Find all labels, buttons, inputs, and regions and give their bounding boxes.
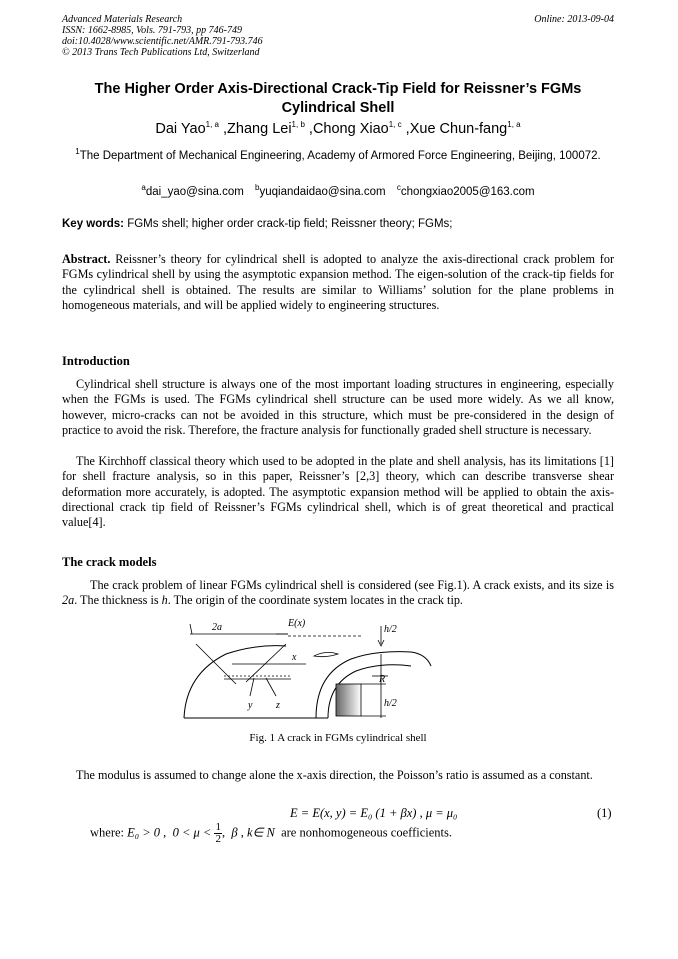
condition-e0: E₀ > 0 , [127, 825, 167, 840]
abstract-label: Abstract. [62, 252, 111, 266]
intro-paragraph-2: The Kirchhoff classical theory which used to be adopted in the plate and shell analysis, has its limitations [1] for shell fracture analysis, so in this paper, Reissner’s [2,3] theory, which can describe transverse shear deformation more accurately, is adopted. The asymptotic expansion method will be applied to obtain the axis-directional crack tip field of Reissner’s FGMs cylindrical shell, which is of great theoretical and practical value[4]. [62, 454, 614, 530]
section-heading-introduction: Introduction [62, 354, 130, 368]
journal-header [62, 14, 614, 58]
label-h2-bottom: h/2 [384, 698, 397, 709]
paper-title: The Higher Order Axis-Directional Crack-Tip Field for Reissner’s FGMs Cylindrical Shell [94, 81, 582, 116]
author-list: Dai Yao$^{1, a}$ ,Zhang Lei$^{1, b}$ ,Chong Xiao$^{1, c}$ ,Xue Chun-fang$^{1, a}$ [155, 120, 521, 137]
author-sup: 1, a [205, 120, 219, 130]
author-name: Chong Xiao [312, 121, 389, 137]
affiliation-text: The Department of Mechanical Engineering, Academy of Armored Force Engineering, Beijing, 100072. [79, 150, 601, 162]
where-clause: where: E₀ > 0 , 0 < μ < $\frac{1}{2}$ , β , k∈ N are nonhomogeneous coefficients. [90, 821, 452, 845]
email-sup: b [255, 183, 260, 193]
keywords [62, 218, 614, 230]
fraction-numerator: 1 [215, 821, 221, 833]
shell-cap [314, 652, 338, 656]
email-sup: c [396, 183, 401, 193]
shell-outer-edge [316, 652, 431, 718]
condition-mu: 0 < μ < [172, 825, 212, 840]
abstract [62, 252, 614, 313]
section-heading-crack-models: The crack models [62, 555, 157, 569]
label-ex: E(x) [288, 618, 306, 629]
shell-outline [184, 646, 286, 718]
dimension-tick [190, 624, 192, 634]
z-axis-line [266, 678, 276, 696]
author-sup: 1, b [291, 120, 305, 130]
affiliation [62, 149, 614, 164]
keywords-text: FGMs shell; higher order crack-tip field; Reissner theory; FGMs; [127, 218, 453, 230]
intro-paragraph-1: Cylindrical shell structure is always one of the most important loading structures in engineering, especially when the FGMs is used. The FGMs cylindrical shell structure can be used more widely. As we all know, however, micro-cracks can not be avoided in this structure, which must be pre-considered in the design of practice to avoid the risk. Therefore, the fracture analysis for functionally graded shell structure is necessary. [62, 377, 614, 437]
crack-models-paragraph [62, 578, 614, 609]
crack-text-b: . The thickness is [74, 593, 159, 608]
label-r: R [379, 674, 386, 685]
email-sup: a [141, 183, 146, 193]
author-name: Zhang Lei [227, 121, 292, 137]
email-link[interactable]: dai_yao@sina.com [145, 186, 244, 198]
author-sup: 1, a [507, 120, 521, 130]
copyright-line: © 2013 Trans Tech Publications Ltd, Switzerland [62, 47, 260, 58]
label-z: z [276, 700, 280, 711]
email-link[interactable]: chongxiao2005@163.com [400, 186, 535, 198]
where-text: are nonhomogeneous coefficients. [281, 825, 452, 840]
email-list [62, 183, 614, 198]
condition-beta-k: β , k∈ N [231, 825, 275, 840]
abstract-text: Reissner’s theory for cylindrical shell is adopted to analyze the axis-directional crack problem for FGMs cylindrical shell by using the asymptotic expansion method. The eigen-solution of the crack-tip fields for the cylindrical shell is obtained. The results are similar to Williams’ solution for the plane problems in homogeneous materials, and will be applied widely to engineering structures. [62, 252, 615, 312]
gradient-section [336, 684, 361, 716]
fraction-half [214, 822, 222, 845]
equation-1: E = E(x, y) = E₀ (1 + βx) , μ = μ₀ [290, 806, 458, 820]
y-axis-line [250, 678, 254, 696]
equation-number: (1) [597, 806, 612, 820]
doi-line: doi:10.4028/www.scientific.net/AMR.791-793.746 [62, 36, 263, 47]
crack-size-symbol: 2a [62, 593, 75, 608]
author-name: Dai Yao [155, 121, 206, 137]
crack-text-c: . The origin of the coordinate system locates in the crack tip. [167, 593, 463, 608]
crack-shell-figure [176, 614, 436, 742]
label-x: x [292, 652, 297, 663]
where-label: where: [90, 825, 125, 840]
author-name: Xue Chun-fang [409, 121, 508, 137]
thickness-symbol: h [161, 593, 168, 608]
crack-text-a: The crack problem of linear FGMs cylindrical shell is considered (see Fig.1). A crack exists, and its size is [90, 578, 614, 592]
author-sup: 1, c [388, 120, 402, 130]
fraction-denominator: 2 [215, 833, 221, 845]
crack-face-line [196, 644, 236, 684]
issn-line: ISSN: 1662-8985, Vols. 791-793, pp 746-749 [62, 25, 242, 36]
label-y: y [248, 700, 253, 711]
journal-name: Advanced Materials Research [62, 14, 183, 25]
affiliation-sup: 1 [75, 147, 80, 157]
label-2a: 2a [212, 622, 222, 633]
label-h2-top: h/2 [384, 624, 397, 635]
modulus-paragraph: The modulus is assumed to change alone the x-axis direction, the Poisson’s ratio is assumed as a constant. [76, 768, 593, 782]
email-link[interactable]: yuqiandaidao@sina.com [259, 186, 386, 198]
keywords-label: Key words: [62, 218, 124, 230]
figure-caption: Fig. 1 A crack in FGMs cylindrical shell [249, 732, 427, 744]
online-date: Online: 2013-09-04 [534, 14, 614, 25]
